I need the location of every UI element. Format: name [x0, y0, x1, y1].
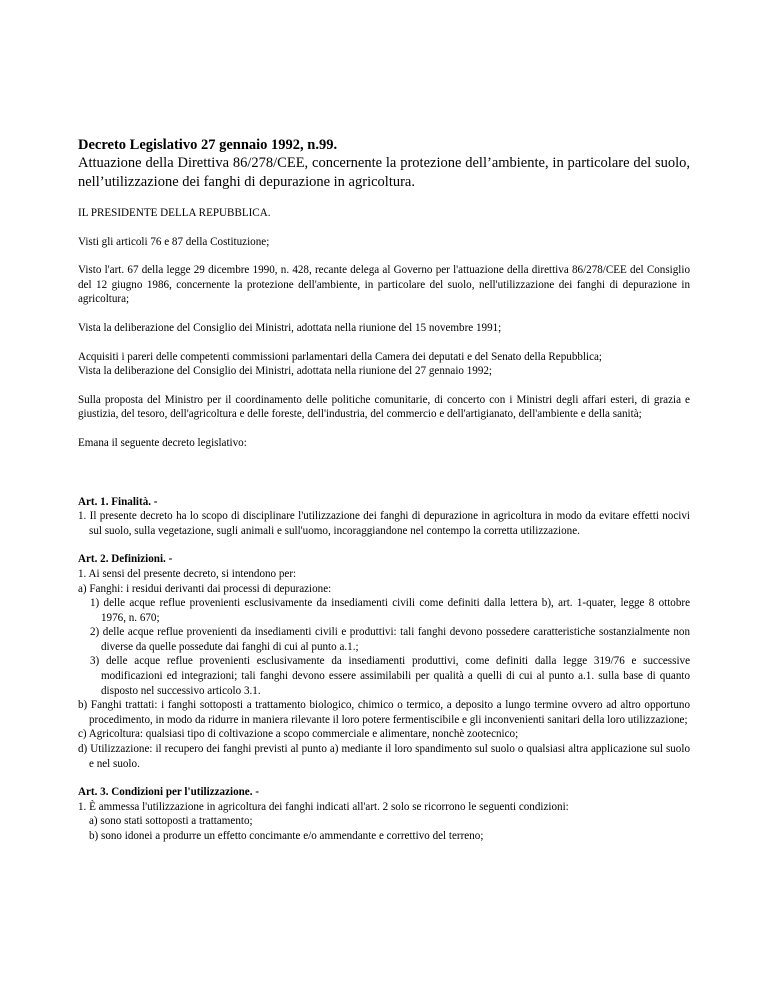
article-2-item-d: d) Utilizzazione: il recupero dei fanghi previsti al punto a) mediante il loro spandimento sul suolo o qualsiasi altra applicazione sul suolo e nel suolo. — [78, 743, 690, 770]
article-2-item-b: b) Fanghi trattati: i fanghi sottoposti a trattamento biologico, chimico o termico, a deposito a lungo termine ovvero ad altro opportuno procedimento, in modo da ridurre in maniera rilevante il loro potere fermentiscibile e gli inconvenienti sanitari della loro utilizzazione; — [78, 699, 690, 726]
article-3-item-a: a) sono stati sottoposti a trattamento; — [89, 815, 253, 828]
article-3-intro: 1. È ammessa l'utilizzazione in agricoltura dei fanghi indicati all'art. 2 solo se ricorrono le seguenti condizioni: — [78, 800, 569, 813]
document-subtitle: Attuazione della Direttiva 86/278/CEE, concernente la protezione dell’ambiente, in particolare del suolo, nell’utilizzazione dei fanghi di depurazione in agricoltura. — [78, 155, 690, 190]
document-page — [78, 124, 690, 844]
article-2-item-a: a) Fanghi: i residui derivanti dai processi di depurazione: — [78, 582, 332, 595]
article-3-item-b: b) sono idonei a produrre un effetto concimante e/o ammendante e correttivo del terreno; — [89, 830, 484, 842]
preamble-paragraph: Vista la deliberazione del Consiglio dei Ministri, adottata nella riunione del 27 gennaio 1992; — [78, 365, 493, 378]
article-2-item-a3: 3) delle acque reflue provenienti esclusivamente da insediamenti produttivi, come definiti dalla legge 319/76 e successive modificazioni ed integrazioni; tali fanghi devono essere assimilabili per qualità a quelli di cui al punto a.1. sulla base di quanto disposto nel successivo articolo 3.1. — [90, 655, 690, 697]
document-title: Decreto Legislativo 27 gennaio 1992, n.99. — [78, 137, 338, 153]
article-2-title: Art. 2. Definizioni. - — [78, 553, 173, 566]
article-2-intro: 1. Ai sensi del presente decreto, si intendono per: — [78, 567, 297, 580]
preamble-paragraph: Vista la deliberazione del Consiglio dei Ministri, adottata nella riunione del 15 novembre 1991; — [78, 321, 502, 334]
preamble-paragraph: Acquisiti i pareri delle competenti commissioni parlamentari della Camera dei deputati e del Senato della Repubblica; — [78, 350, 603, 363]
article-2-item-a2: 2) delle acque reflue provenienti da insediamenti civili e produttivi: tali fanghi devono possedere caratteristiche sostanzialmente non diverse da quelle possedute dai fanghi di cui al punto a.1.; — [90, 626, 690, 653]
article-3-title: Art. 3. Condizioni per l'utilizzazione. - — [78, 786, 259, 799]
preamble-paragraph: Visti gli articoli 76 e 87 della Costituzione; — [78, 235, 270, 248]
article-1-title: Art. 1. Finalità. - — [78, 495, 158, 508]
enactment-formula: Emana il seguente decreto legislativo: — [78, 436, 247, 449]
article-1-paragraph: 1. Il presente decreto ha lo scopo di disciplinare l'utilizzazione dei fanghi di depurazione in agricoltura in modo da evitare effetti nocivi sul suolo, sulla vegetazione, sugli animali e sull'uomo, incoraggiandone nel contempo la corretta utilizzazione. — [78, 510, 690, 537]
preamble-paragraph: Visto l'art. 67 della legge 29 dicembre 1990, n. 428, recante delega al Governo per l'attuazione della direttiva 86/278/CEE del Consiglio del 12 giugno 1986, concernente la protezione dell'ambiente, in particolare del suolo, nell'utilizzazione dei fanghi di depurazione in agricoltura; — [78, 264, 690, 306]
preamble-paragraph: Sulla proposta del Ministro per il coordinamento delle politiche comunitarie, di concerto con i Ministri degli affari esteri, di grazia e giustizia, del tesoro, dell'agricoltura e delle foreste, dell'industria, del commercio e dell'artigianato, dell'ambiente e della sanità; — [78, 393, 690, 421]
president-heading: IL PRESIDENTE DELLA REPUBBLICA. — [78, 207, 271, 219]
article-2-item-a1: 1) delle acque reflue provenienti esclusivamente da insediamenti civili come definiti dalla lettera b), art. 1-quater, legge 8 ottobre 1976, n. 670; — [90, 597, 690, 624]
article-2-item-c: c) Agricoltura: qualsiasi tipo di coltivazione a scopo commerciale e alimentare, nonchè zootecnico; — [78, 728, 519, 741]
